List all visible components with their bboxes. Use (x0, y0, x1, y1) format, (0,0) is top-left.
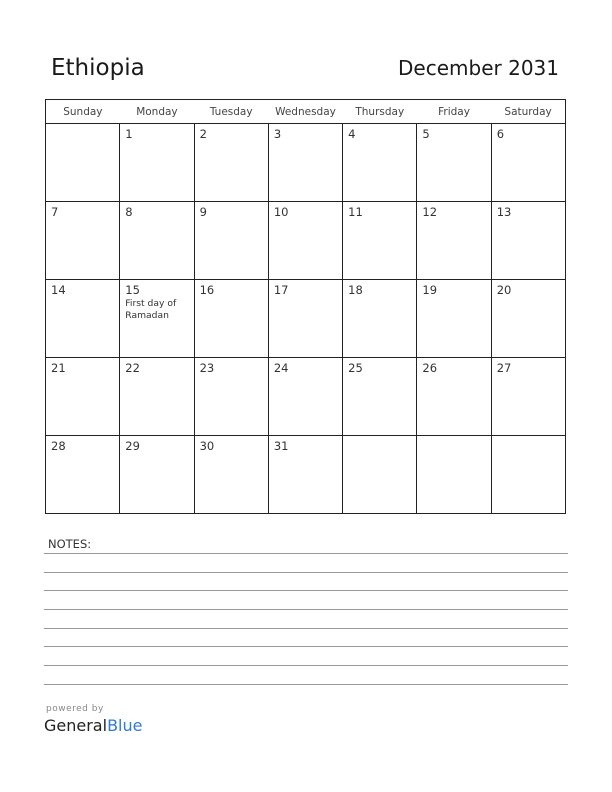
day-number: 23 (199, 361, 215, 375)
day-number: 16 (199, 283, 215, 297)
day-number: 22 (125, 361, 140, 375)
day-cell (491, 280, 565, 358)
day-cell (417, 358, 491, 436)
day-cell (46, 436, 120, 514)
day-cell (343, 436, 417, 514)
generalblue-logo (44, 716, 142, 735)
day-number: 7 (51, 205, 59, 219)
day-number: 17 (273, 283, 289, 297)
day-cell (268, 436, 342, 514)
day-number: 27 (496, 361, 512, 375)
day-cell (491, 202, 565, 280)
day-cell (491, 436, 565, 514)
day-number (46, 124, 119, 127)
day-number: 31 (273, 439, 289, 453)
day-number: 14 (51, 283, 66, 297)
day-cell (417, 124, 491, 202)
day-number: 13 (496, 205, 512, 219)
day-cell (268, 124, 342, 202)
weekday-tuesday: Tuesday (194, 100, 268, 124)
day-cell (194, 280, 268, 358)
weekday-sunday: Sunday (46, 100, 120, 124)
day-cell (120, 202, 194, 280)
week-row (46, 124, 566, 202)
week-row (46, 436, 566, 514)
day-number: 21 (51, 361, 66, 375)
day-number: 19 (422, 283, 438, 297)
day-cell (120, 280, 194, 358)
month-year-title: December 2031 (398, 56, 559, 80)
notes-line (44, 553, 568, 554)
holiday-label: First day of Ramadan (125, 298, 177, 321)
day-cell (120, 436, 194, 514)
day-cell (491, 358, 565, 436)
calendar-grid (45, 99, 566, 514)
week-row (46, 280, 566, 358)
day-number: 25 (348, 361, 363, 375)
day-cell (268, 202, 342, 280)
day-number: 28 (51, 439, 66, 453)
day-number: 4 (348, 127, 356, 141)
week-row (46, 358, 566, 436)
day-cell (120, 358, 194, 436)
notes-line (44, 665, 568, 666)
week-row (46, 202, 566, 280)
day-cell (46, 202, 120, 280)
day-cell (417, 436, 491, 514)
day-number: 15 (125, 283, 140, 297)
weekday-thursday: Thursday (343, 100, 417, 124)
day-cell (268, 280, 342, 358)
day-number: 26 (422, 361, 438, 375)
day-number: 11 (348, 205, 363, 219)
weekday-wednesday: Wednesday (268, 100, 342, 124)
day-number: 18 (348, 283, 363, 297)
day-number: 30 (199, 439, 215, 453)
day-number (343, 436, 416, 439)
day-cell (417, 280, 491, 358)
country-title: Ethiopia (51, 55, 145, 81)
day-cell (46, 280, 120, 358)
notes-line (44, 609, 568, 610)
day-number: 5 (422, 127, 430, 141)
notes-line (44, 646, 568, 647)
notes-line (44, 684, 568, 685)
day-number: 12 (422, 205, 438, 219)
day-cell (46, 358, 120, 436)
day-cell (46, 124, 120, 202)
day-cell (120, 124, 194, 202)
day-number: 29 (125, 439, 140, 453)
day-cell (194, 358, 268, 436)
notes-line (44, 628, 568, 629)
powered-by-text: powered by (46, 704, 104, 714)
day-number: 9 (199, 205, 207, 219)
day-cell (417, 202, 491, 280)
weekday-monday: Monday (120, 100, 194, 124)
day-number: 10 (273, 205, 289, 219)
day-cell (194, 202, 268, 280)
day-cell (343, 124, 417, 202)
notes-label: NOTES: (48, 537, 92, 551)
day-number: 24 (273, 361, 289, 375)
day-number: 3 (273, 127, 282, 141)
weekday-saturday: Saturday (491, 100, 565, 124)
day-number (417, 436, 490, 439)
weekday-friday: Friday (417, 100, 491, 124)
day-cell (343, 358, 417, 436)
day-number (492, 436, 565, 439)
day-number: 8 (125, 205, 133, 219)
notes-line (44, 572, 568, 573)
day-cell (268, 358, 342, 436)
day-number: 1 (125, 127, 133, 141)
brand-general: General (44, 716, 108, 735)
day-cell (343, 280, 417, 358)
day-number: 20 (496, 283, 512, 297)
day-cell (491, 124, 565, 202)
day-cell (194, 124, 268, 202)
day-cell (194, 436, 268, 514)
notes-line (44, 590, 568, 591)
brand-blue: Blue (107, 716, 143, 735)
day-cell (343, 202, 417, 280)
day-number: 2 (199, 127, 207, 141)
day-number: 6 (496, 127, 505, 141)
weekday-header-row (46, 100, 566, 124)
